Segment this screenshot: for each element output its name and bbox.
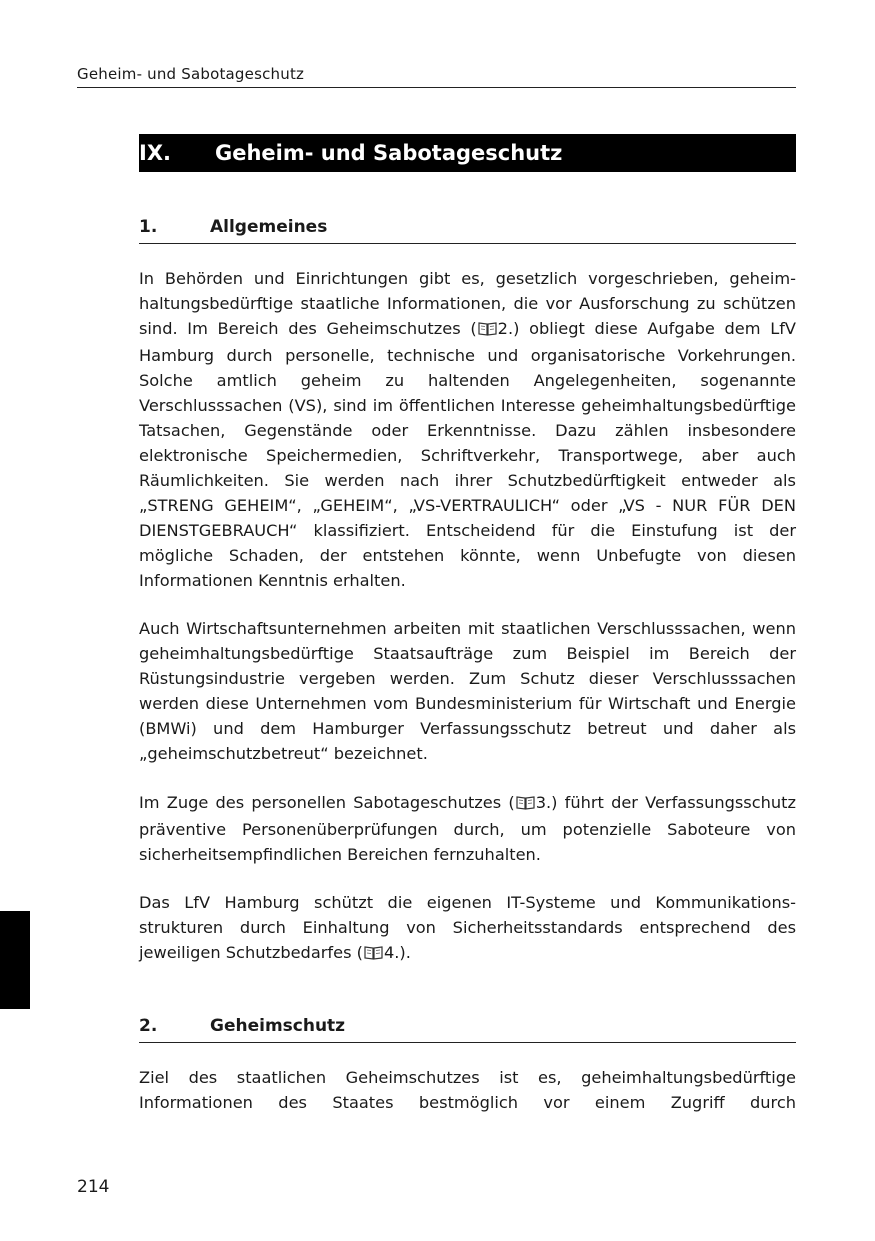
section-title: Allgemeines	[210, 217, 328, 237]
section-number: 2.	[139, 1016, 158, 1036]
chapter-title: Geheim- und Sabotageschutz	[215, 141, 563, 165]
paragraph-4	[139, 890, 796, 967]
paragraph-1	[139, 266, 796, 593]
paragraph-2: Auch Wirtschaftsunternehmen arbeiten mit staatlichen Verschlusssachen, wenn geheimhaltungsbedürftige Staatsaufträge zum Beispiel im Bereich der Rüstungsindustrie vergeben werden. Zum Schutz dieser Verschlusssachen werden diese Unternehmen vom Bundesministerium für Wirtschaft und Energie (BMWi) und dem Hamburger Verfassungsschutz betreut und daher als „geheimschutzbetreut“ bezeichnet.	[139, 619, 796, 763]
cross-reference[interactable]: 2.)	[497, 319, 520, 338]
paragraph-text: Das LfV Hamburg schützt die eigenen IT-Systeme und Kommunikationsstrukturen durch Einhaltung von Sicherheitsstandards entsprechend des jeweiligen Schutzbedarfes (	[139, 893, 796, 962]
chapter-number: IX.	[139, 141, 171, 165]
page-number: 214	[77, 1177, 110, 1197]
section-number: 1.	[139, 217, 158, 237]
book-icon	[364, 942, 383, 967]
chapter-heading	[139, 134, 796, 172]
running-header	[77, 63, 796, 88]
section-heading-geheimschutz	[139, 1012, 796, 1043]
thumb-index-tab	[0, 911, 30, 1009]
running-title: Geheim- und Sabotageschutz	[77, 65, 305, 83]
cross-reference[interactable]: 3.)	[535, 793, 558, 812]
book-icon	[478, 318, 497, 343]
paragraph-text: In Behörden und Einrichtungen gibt es, gesetzlich vorgeschrieben, geheimhaltungsbedürftige staatliche Informationen, die vor Ausforschung zu schützen sind. Im Bereich des Geheimschutzes (	[139, 269, 796, 338]
cross-reference[interactable]: 4.).	[383, 943, 411, 962]
paragraph-5: Ziel des staatlichen Geheimschutzes ist es, geheimhaltungsbedürftige Informationen des Staates bestmöglich vor einem Zugriff durch	[139, 1068, 796, 1112]
book-icon	[516, 792, 535, 817]
paragraph-3	[139, 790, 796, 867]
section-title: Geheimschutz	[210, 1016, 346, 1036]
paragraph-text: führt der Verfassungsschutz präventive Personenüberprüfungen durch, um potenzielle Saboteure von sicherheitsempfindlichen Bereichen fernzuhalten.	[139, 793, 796, 864]
paragraph-text: obliegt diese Aufgabe dem LfV Hamburg durch personelle, technische und organisatorische Vorkehrungen. Solche amtlich geheim zu haltenden Angelegenheiten, sogenannte Verschlusssachen (VS), sind im öffentlichen Interesse geheimhaltungsbedürftige Tatsachen, Gegenstände oder Erkenntnisse. Dazu zählen insbesondere elektronische Speichermedien, Schriftverkehr, Transportwege, aber auch Räumlichkeiten. Sie werden nach ihrer Schutzbedürftigkeit entweder als „STRENG GEHEIM“, „GEHEIM“, „VS-VERTRAULICH“ oder „VS - NUR FÜR DEN DIENSTGEBRAUCH“ klassifiziert. Entscheidend für die Einstufung ist der mögliche Schaden, der entstehen könnte, wenn Unbefugte von diesen Informationen Kenntnis erhalten.	[139, 319, 796, 590]
section-heading-allgemeines	[139, 213, 796, 244]
paragraph-text: Im Zuge des personellen Sabotageschutzes (	[139, 793, 515, 812]
